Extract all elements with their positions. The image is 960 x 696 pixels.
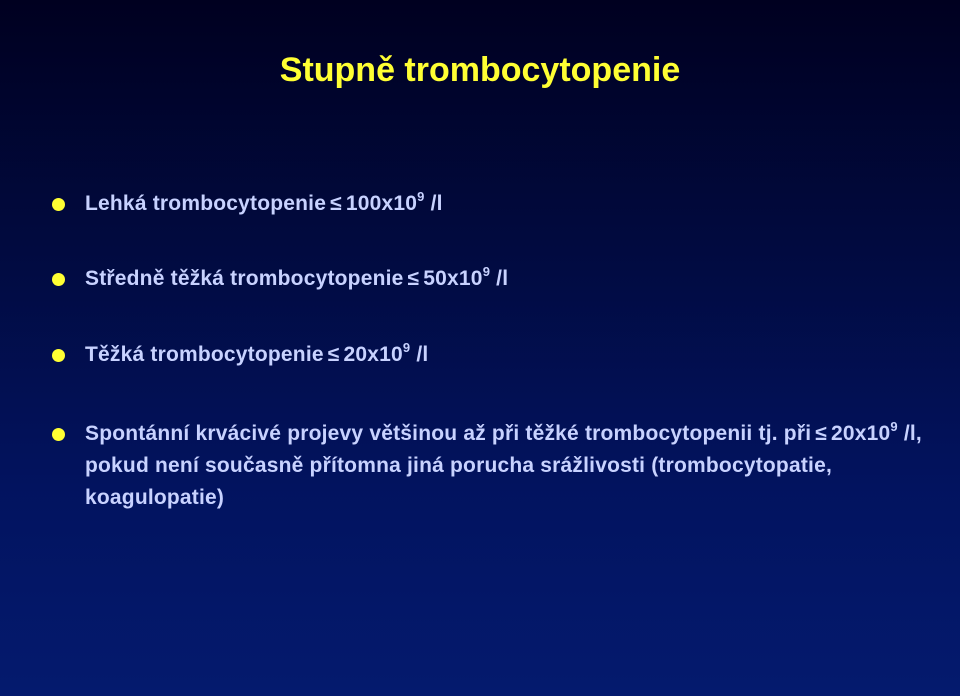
less-equal-symbol: ≤ [407, 267, 420, 290]
bullet-text [85, 188, 932, 220]
bullet-dot-icon [52, 198, 65, 211]
bullet-unit: /l [490, 267, 509, 290]
less-equal-symbol: ≤ [815, 422, 827, 445]
bullet-dot-icon [52, 349, 65, 362]
bullet-exponent: 9 [402, 340, 411, 355]
bullet-value: 20x10 [830, 422, 891, 445]
less-equal-symbol: ≤ [330, 192, 342, 215]
bullet-text [85, 418, 932, 514]
bullet-exponent: 9 [482, 264, 491, 279]
bullet-unit: /l [410, 343, 429, 366]
bullet-item-mild [52, 188, 932, 220]
bullet-dot-icon [52, 273, 65, 286]
bullet-item-moderate [52, 263, 932, 295]
bullet-unit: /l [424, 192, 443, 215]
less-equal-symbol: ≤ [327, 343, 340, 366]
bullet-exponent: 9 [890, 419, 898, 434]
bullet-text [85, 263, 932, 295]
bullet-value: 20x10 [343, 343, 403, 366]
bullet-text-after: /l, pokud není současně přítomna jiná porucha srážlivosti (trombocytopatie, koagulopatie) [85, 422, 922, 509]
bullet-text [85, 339, 932, 371]
bullet-label: Lehká trombocytopenie [85, 192, 327, 215]
slide-title: Stupně trombocytopenie [279, 51, 681, 89]
bullet-text-before: Spontánní krvácivé projevy většinou až při těžké trombocytopenii tj. při [85, 422, 812, 445]
bullet-exponent: 9 [417, 189, 425, 204]
bullet-item-spontaneous-bleeding [52, 418, 932, 514]
bullet-value: 100x10 [345, 192, 418, 215]
bullet-dot-icon [52, 428, 65, 441]
bullet-label: Středně těžká trombocytopenie [85, 267, 404, 290]
bullet-item-severe [52, 339, 932, 371]
bullet-label: Těžká trombocytopenie [85, 343, 324, 366]
bullet-value: 50x10 [423, 267, 483, 290]
